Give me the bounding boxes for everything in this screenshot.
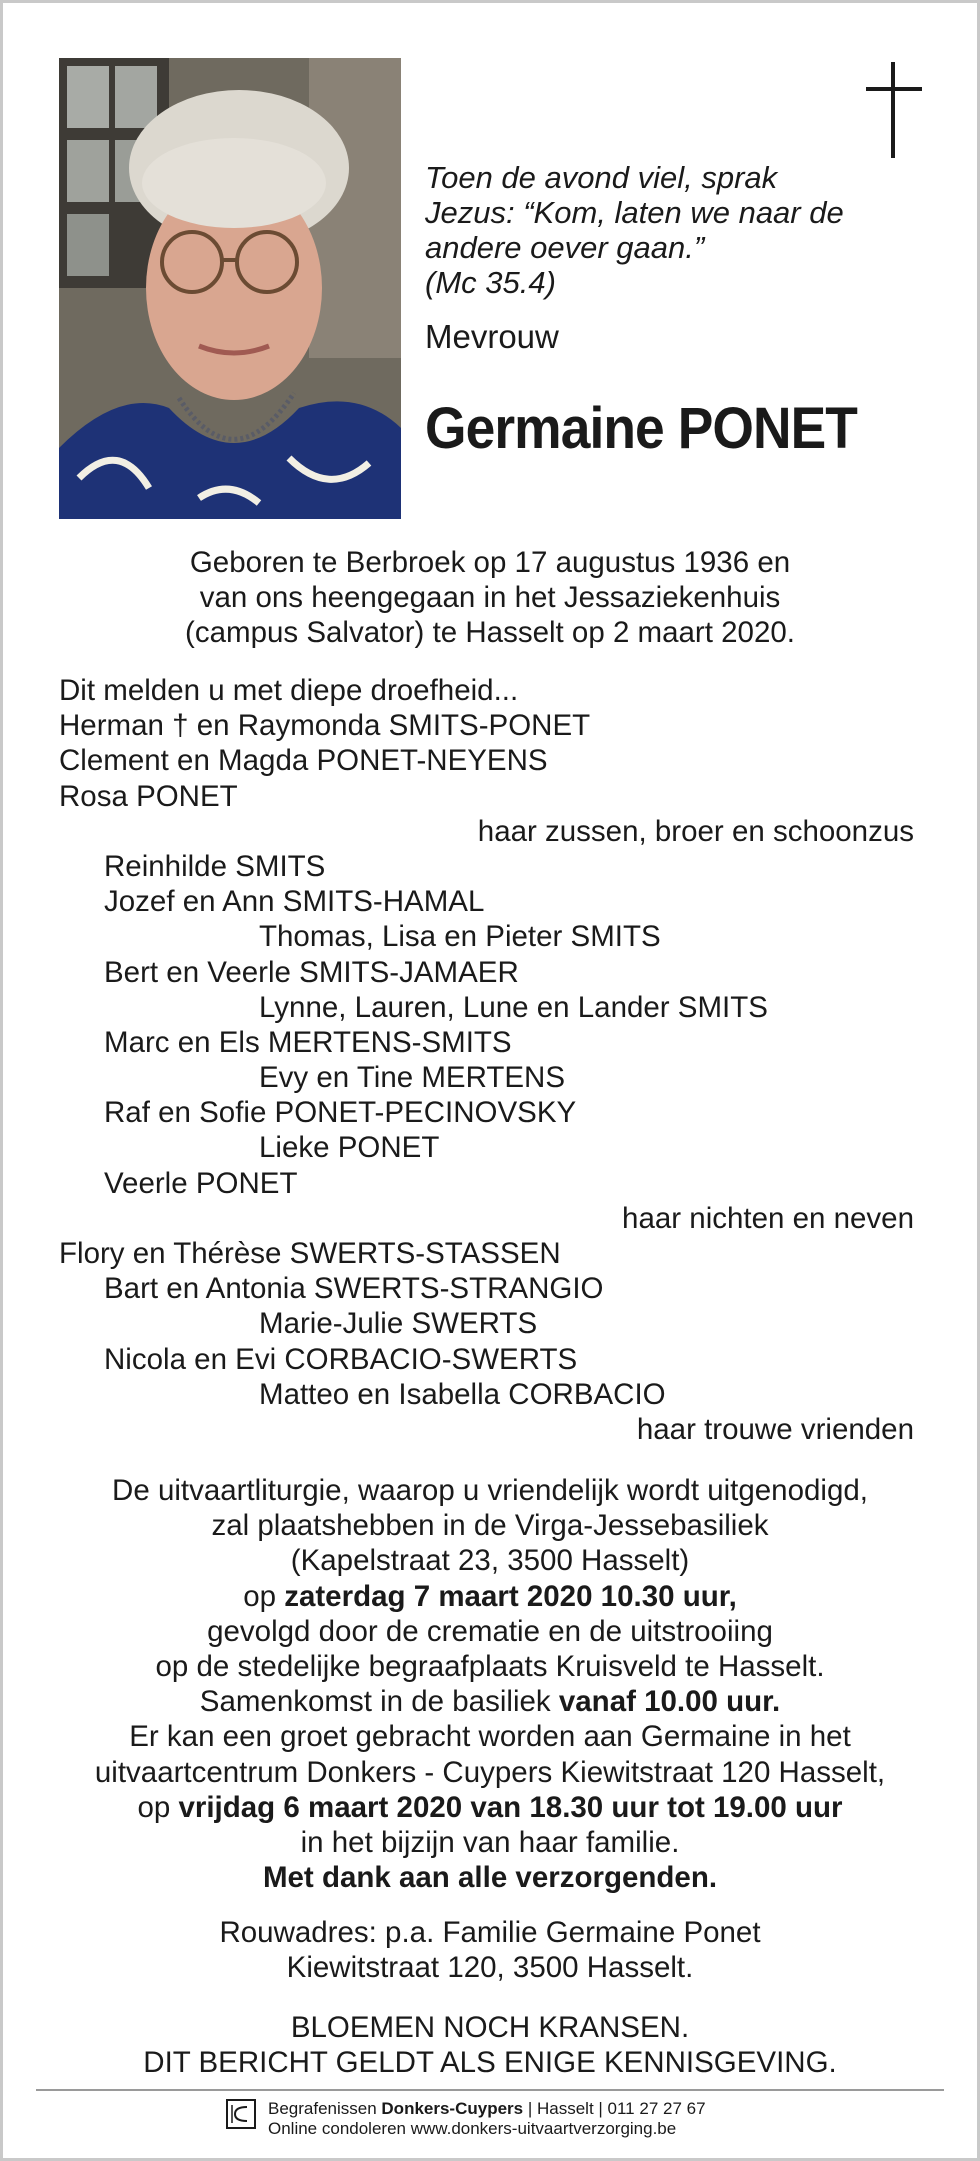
relation-label: haar zussen, broer en schoonzus [477,814,914,848]
visitation-line [30,1790,950,1825]
quote-line: Jezus: “Kom, laten we naar de [425,195,844,230]
funeral-prefix: op [243,1579,285,1613]
deceased-name: Germaine PONET [425,396,857,461]
family-row [0,849,980,884]
family-row [0,1060,980,1095]
family-row [0,1342,980,1377]
family-member: Thomas, Lisa en Pieter SMITS [259,920,661,954]
family-member: Dit melden u met diepe droefheid... [59,674,519,707]
honorific-title: Mevrouw [425,318,559,355]
relation-label: haar trouwe vrienden [636,1412,914,1446]
cross-icon [866,62,922,158]
family-row [0,1130,980,1165]
family-member: Bert en Veerle SMITS-JAMAER [104,955,519,989]
footer-prefix: Begrafenissen [268,2099,382,2118]
family-member: Flory en Thérèse SWERTS-STASSEN [59,1237,561,1270]
funeral-date: zaterdag 7 maart 2020 10.30 uur, [284,1579,737,1613]
final-notice [30,2010,950,2080]
family-row [0,673,980,708]
footer-divider [36,2089,944,2091]
family-member: Lieke PONET [259,1131,440,1165]
visitation-prefix: op [137,1790,179,1824]
birth-death-info [30,545,950,651]
family-member: Matteo en Isabella CORBACIO [259,1377,666,1411]
funeral-line: uitvaartcentrum Donkers - Cuypers Kiewitstraat 120 Hasselt, [94,1755,886,1789]
funeral-date-line [30,1579,950,1614]
family-member: Bart en Antonia SWERTS-STRANGIO [104,1272,604,1306]
family-row [0,1236,980,1271]
birth-line: (campus Salvator) te Hasselt op 2 maart 2020. [185,616,795,650]
family-member: Evy en Tine MERTENS [259,1061,566,1095]
family-member: Nicola en Evi CORBACIO-SWERTS [104,1342,578,1376]
family-member: Lynne, Lauren, Lune en Lander SMITS [259,990,768,1024]
family-member: Jozef en Ann SMITS-HAMAL [104,885,485,919]
funeral-line: De uitvaartliturgie, waarop u vriendelijk wordt uitgenodigd, [112,1474,868,1507]
funeral-home-logo-icon [226,2099,256,2129]
family-row [0,708,980,743]
footer-contact: | Hasselt | 011 27 27 67 [523,2099,706,2118]
notice-line: DIT BERICHT GELDT ALS ENIGE KENNISGEVING. [143,2046,837,2080]
family-row [0,1412,980,1447]
thanks-line [30,1860,950,1895]
funeral-line: Er kan een groet gebracht worden aan Germaine in het [129,1720,851,1754]
address-line: Rouwadres: p.a. Familie Germaine Ponet [219,1916,761,1949]
funeral-line: in het bijzijn van haar familie. [300,1826,680,1860]
mourning-address [30,1915,950,1985]
family-row [0,1095,980,1130]
family-row [0,779,980,814]
family-row [0,743,980,778]
gathering-prefix: Samenkomst in de basiliek [199,1685,559,1719]
family-row [0,1166,980,1201]
notice-line: BLOEMEN NOCH KRANSEN. [290,2011,690,2044]
family-member: Veerle PONET [104,1166,298,1200]
family-row [0,990,980,1025]
family-list [0,673,980,1447]
relation-label: haar nichten en neven [622,1201,914,1235]
family-row [0,1377,980,1412]
quote-line: Toen de avond viel, sprak [425,160,778,195]
footer-brand: Donkers-Cuypers [381,2099,524,2118]
birth-line: Geboren te Berbroek op 17 augustus 1936 en [189,546,791,579]
gathering-time: vanaf 10.00 uur. [558,1685,781,1719]
family-member: Raf en Sofie PONET-PECINOVSKY [104,1096,577,1130]
family-row [0,919,980,954]
bible-quote [425,160,905,300]
family-member: Marc en Els MERTENS-SMITS [104,1025,512,1059]
family-member: Reinhilde SMITS [104,849,326,883]
family-member: Rosa PONET [59,779,238,813]
birth-line: van ons heengegaan in het Jessaziekenhuis [199,581,781,615]
quote-line: andere oever gaan.” [425,230,705,265]
family-row [0,814,980,849]
funeral-line: (Kapelstraat 23, 3500 Hasselt) [290,1544,690,1578]
funeral-line: op de stedelijke begraafplaats Kruisveld te Hasselt. [155,1650,825,1684]
visitation-time: vrijdag 6 maart 2020 van 18.30 uur tot 19.00 uur [178,1790,843,1824]
quote-reference: (Mc 35.4) [425,265,556,300]
family-row [0,955,980,990]
family-row [0,1271,980,1306]
footer-company [268,2099,706,2119]
gathering-line [30,1684,950,1719]
address-line: Kiewitstraat 120, 3500 Hasselt. [286,1951,694,1985]
thanks-text: Met dank aan alle verzorgenden. [262,1861,718,1895]
family-member: Clement en Magda PONET-NEYENS [59,744,548,778]
family-row [0,1025,980,1060]
funeral-line: zal plaatshebben in de Virga-Jessebasiliek [211,1509,769,1543]
footer-website[interactable]: Online condoleren www.donkers-uitvaartverzorging.be [268,2119,677,2138]
portrait-photo [59,58,401,519]
family-row [0,1306,980,1341]
family-row [0,1201,980,1236]
family-row [0,884,980,919]
family-member: Marie-Julie SWERTS [259,1307,538,1341]
funeral-line: gevolgd door de crematie en de uitstrooiing [207,1614,773,1648]
funeral-details [30,1473,950,1895]
family-member: Herman † en Raymonda SMITS-PONET [59,709,591,743]
